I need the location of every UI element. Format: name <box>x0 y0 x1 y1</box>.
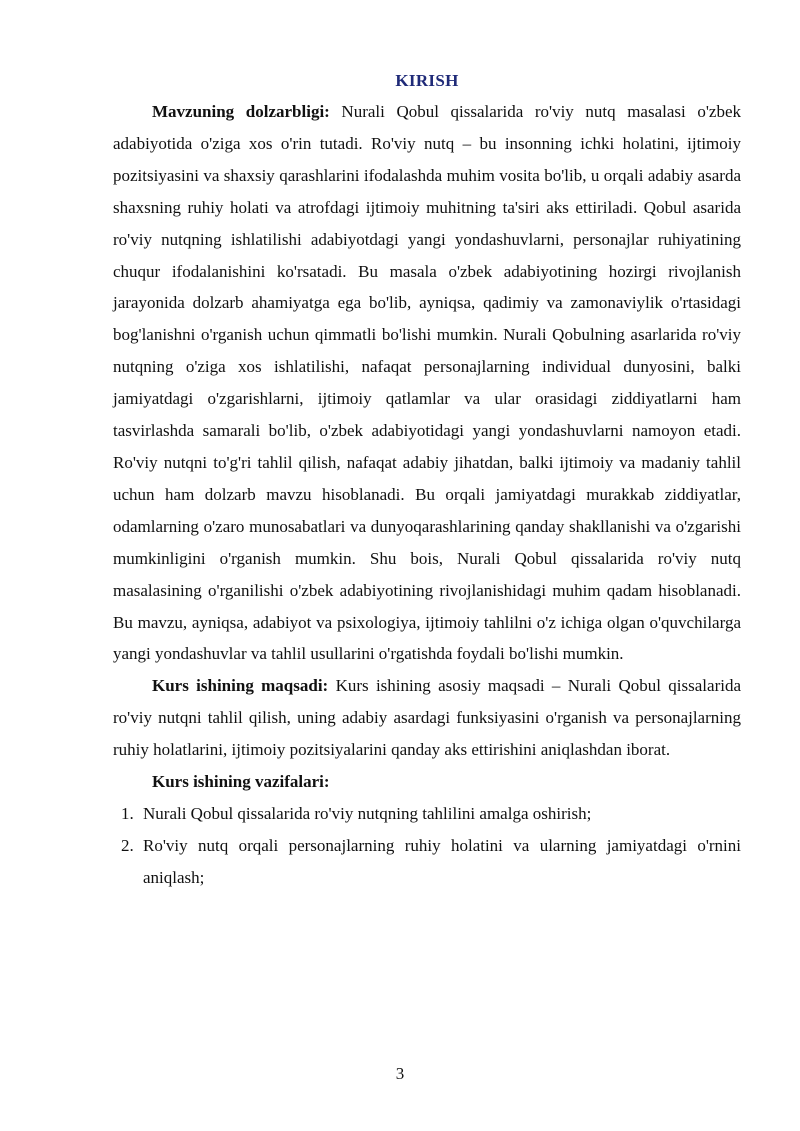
relevance-paragraph <box>113 96 741 670</box>
list-item <box>113 830 741 894</box>
goal-paragraph <box>113 670 741 766</box>
tasks-list <box>113 798 741 894</box>
list-item <box>113 798 741 830</box>
relevance-lead: Mavzuning dolzarbligi: <box>152 102 330 121</box>
list-item-number: 2. <box>121 835 134 855</box>
list-item-text: Nurali Qobul qissalarida ro'viy nutqning tahlilini amalga oshirish; <box>143 803 592 823</box>
goal-lead: Kurs ishining maqsadi: <box>152 676 329 696</box>
relevance-text: Nurali Qobul qissalarida ro'viy nutq masalasi o'zbek adabiyotida o'ziga xos o'rin tutadi. Ro'viy nutq – bu insonning ichki holatini, ijtimoiy pozitsiyasini va shaxsiy qarashlarini ifodalashda muhim vosita bo'lib, u orqali adabiy asarda shaxsning ruhiy holati va atrofdagi ijtimoiy muhitning ta'siri aks ettiriladi. Qobul asarida ro'viy nutqning ishlatilishi adabiyotdagi yangi yondashuvlarni, personajlar ruhiyatining chuqur ifodalanishini ko'rsatadi. Bu masala o'zbek adabiyotining hozirgi rivojlanish jarayonida dolzarb ahamiyatga ega bo'lib, ayniqsa, qadimiy va zamonaviylik o'rtasidagi bog'lanishni o'rganish uchun qimmatli bo'lishi mumkin. Nurali Qobulning asarlarida ro'viy nutqning o'ziga xos ishlatilishi, nafaqat personajlarning individual dunyosini, balki jamiyatdagi o'zgarishlarni, ijtimoiy qatlamlar va ular orasidagi ziddiyatlarni ham tasvirlashda samarali bo'lib, o'zbek adabiyotidagi yangi yondashuvlarni namoyon etadi. Ro'viy nutqni to'g'ri tahlil qilish, nafaqat adabiy jihatdan, balki ijtimoiy va madaniy tahlil uchun ham dolzarb mavzu hisoblanadi. Bu orqali jamiyatdagi murakkab ziddiyatlar, odamlarning o'zaro munosabatlari va dunyoqarashlarining qanday shakllanishi va o'zgarishi mumkinligini o'rganish mumkin. Shu bois, Nurali Qobul qissalarida ro'viy nutq masalasining o'rganilishi o'zbek adabiyotining rivojlanishidagi muhim qadam hisoblanadi. Bu mavzu, ayniqsa, adabiyot va psixologiya, ijtimoiy tahlilni o'z ichiga olgan o'quvchilarga yangi yondashuvlar va tahlil usullarini o'rgatishda foydali bo'lishi mumkin. <box>113 102 741 664</box>
goal-text: Kurs ishining asosiy maqsadi – Nurali Qobul qissalarida ro'viy nutqni tahlil qilish, uning adabiy asardagi funksiyasini o'rganish va personajlarning ruhiy holatlarini, ijtimoiy pozitsiyalarini qanday aks ettirishini aniqlashdan iborat. <box>113 676 742 760</box>
section-heading: KIRISH <box>395 71 459 90</box>
list-item-number: 1. <box>121 803 134 823</box>
document-page <box>113 68 741 894</box>
page-number: 3 <box>395 1064 405 1083</box>
tasks-title: Kurs ishining vazifalari: <box>152 772 330 792</box>
list-item-text: Ro'viy nutq orqali personajlarning ruhiy holatini va ularning jamiyatdagi o'rnini aniqlash; <box>143 835 741 887</box>
